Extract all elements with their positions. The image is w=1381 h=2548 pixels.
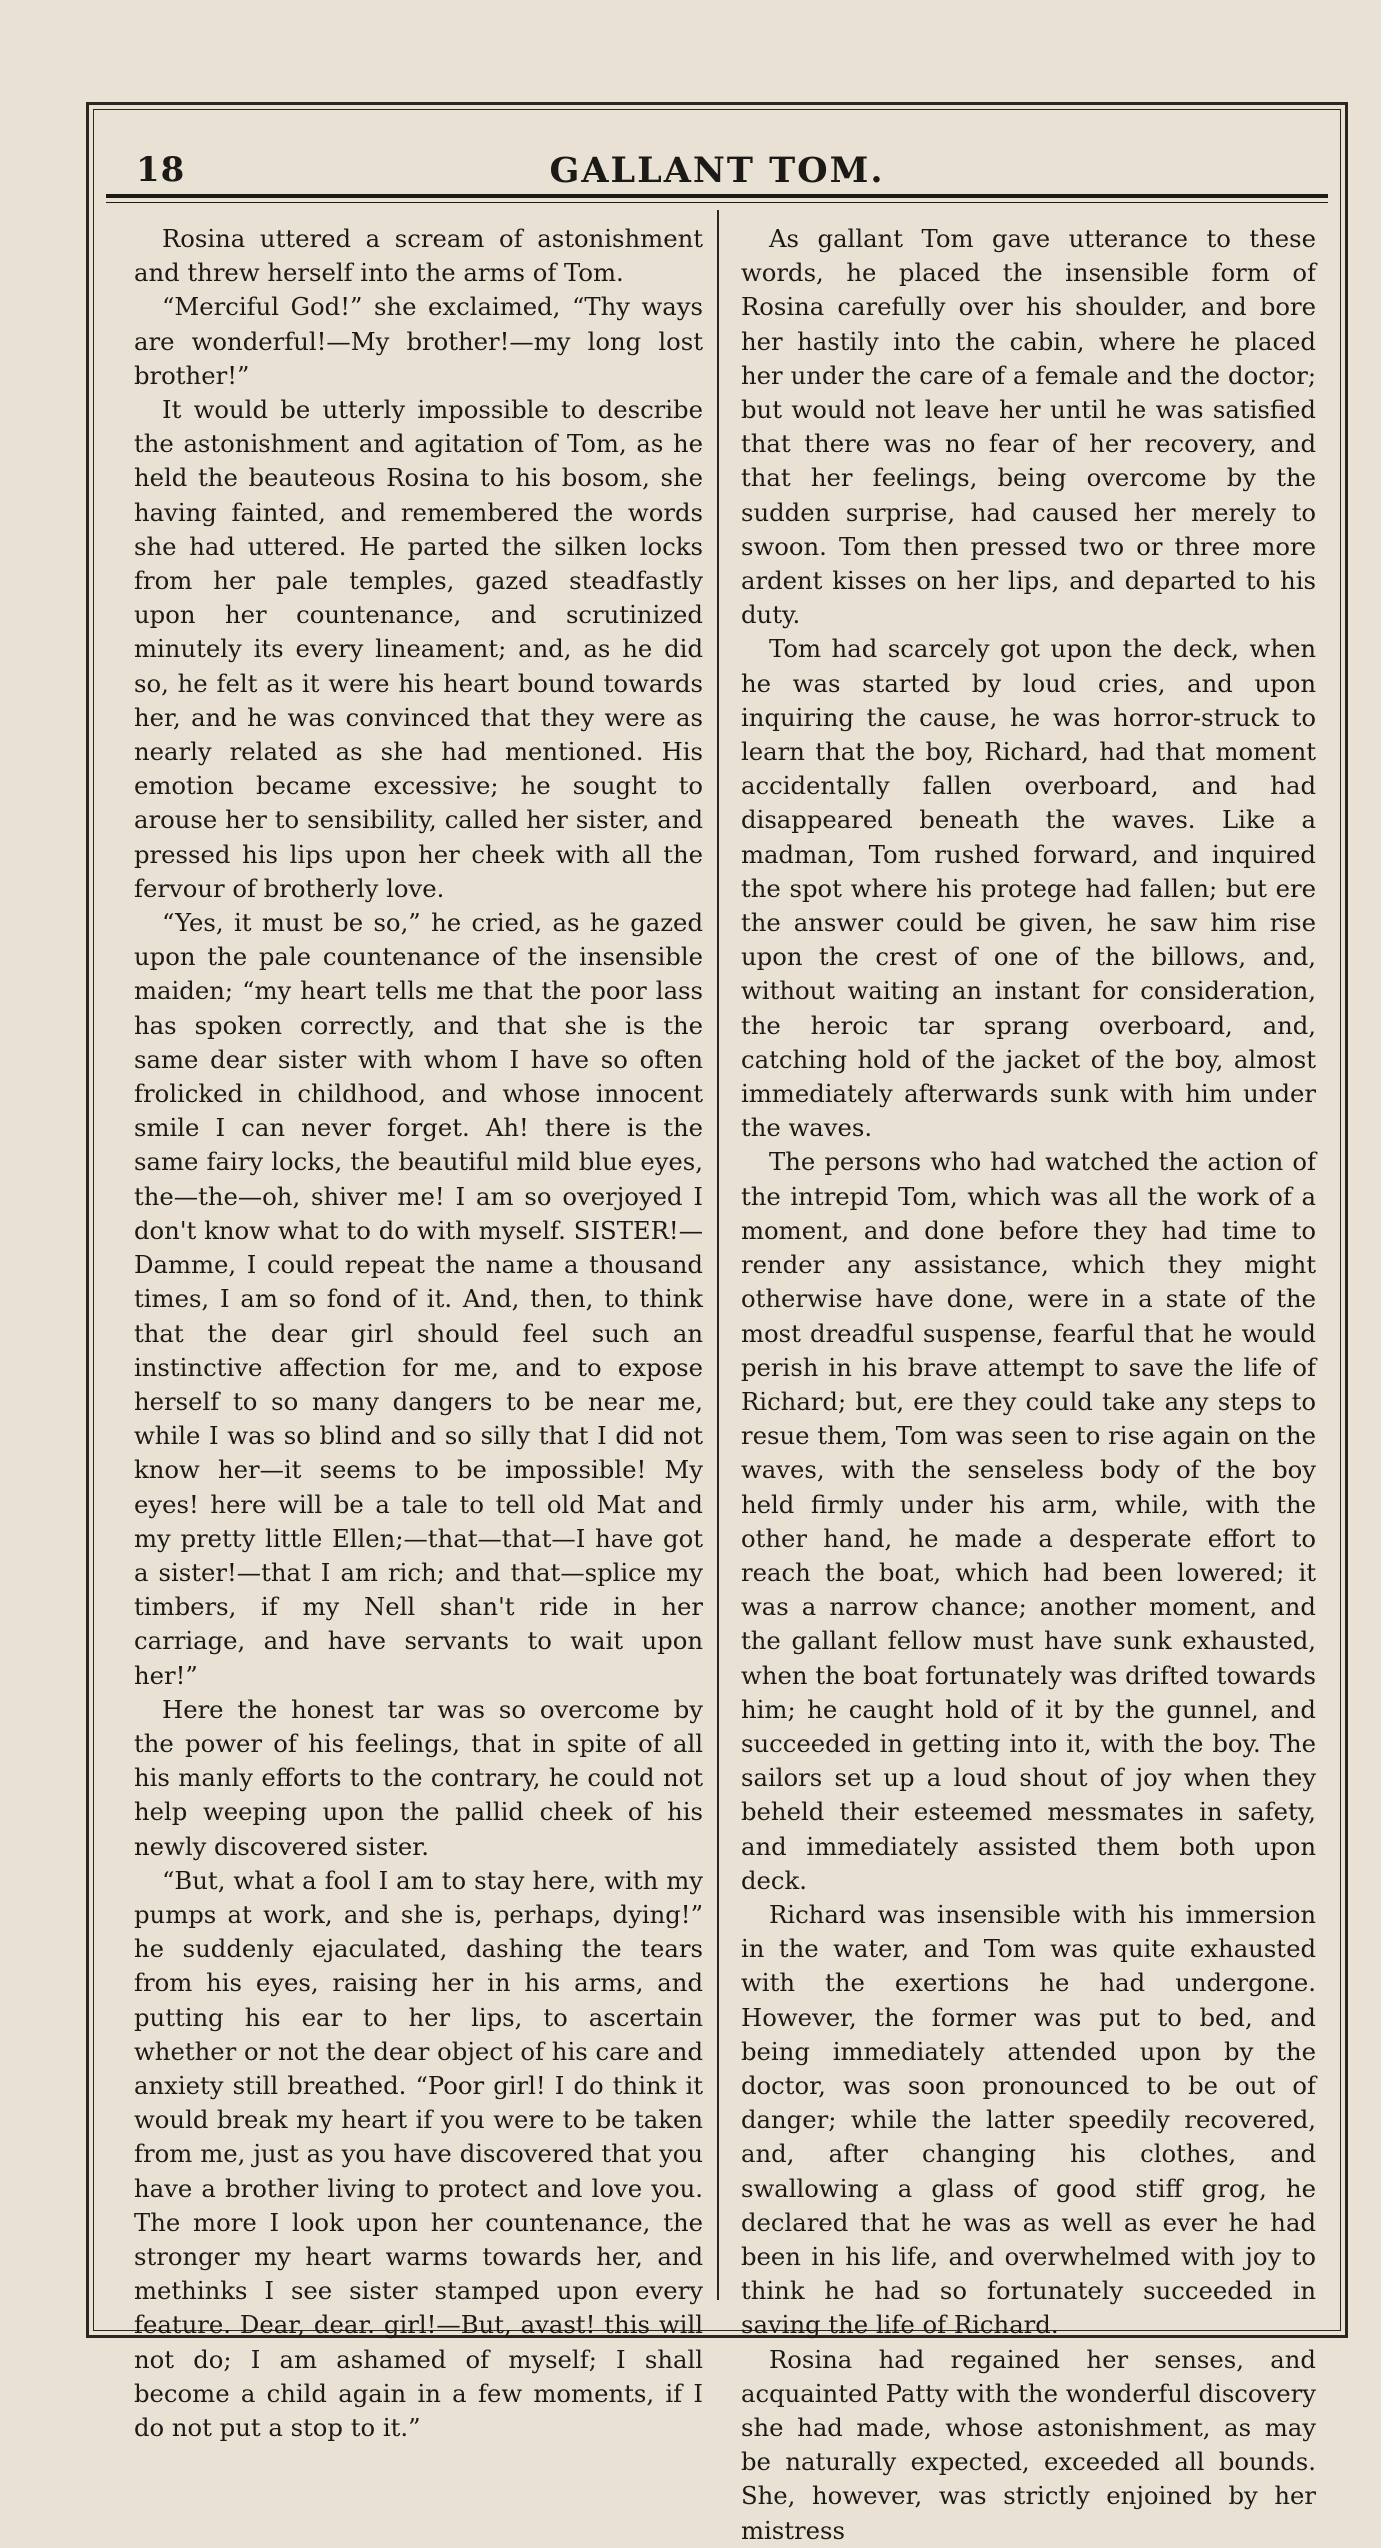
paragraph: Rosina uttered a scream of astonishment and threw herself into the arms of Tom. [134,224,703,288]
text-columns [114,210,1324,2545]
newspaper-page [92,110,1342,2545]
paragraph: Richard was insensible with his immersion in the water, and Tom was quite exhausted with the exertions he had undergone. However, the former was put to bed, and being immediately attended upon by the doctor, was soon pronounced to be out of danger; while the latter speedily recovered, and, after changing his clothes, and swallowing a glass of good stiff grog, he declared that he was as well as ever he had been in his life, and overwhelmed with joy to think he had so fortunately succeeded in saving the life of Richard. [741,1899,1316,2340]
paragraph: It would be utterly impossible to describe the astonishment and agitation of Tom, as he held the beauteous Rosina to his bosom, she having fainted, and remembered the words she had uttered. He parted the silken locks from her pale temples, gazed steadfastly upon her countenance, and scrutinized minutely its every lineament; and, as he did so, he felt as it were his heart bound towards her, and he was convinced that they were as nearly related as she had mentioned. His emotion became excessive; he sought to arouse her to sensibility, called her sister, and pressed his lips upon her cheek with all the fervour of brotherly love. [134,395,703,903]
header-rule-thick [106,194,1328,198]
left-column [114,210,719,2442]
paragraph: As gallant Tom gave utterance to these words, he placed the insensible form of Rosina carefully over his shoulder, and bore her hastily into the cabin, where he placed her under the care of a female and the doctor; but would not leave her until he was satisfied that there was no fear of her recovery, and that her feelings, being overcome by the sudden surprise, had caused her merely to swoon. Tom then pressed two or three more ardent kisses on her lips, and departed to his duty. [741,224,1316,630]
running-title: GALLANT TOM. [549,150,885,191]
paragraph: Tom had scarcely got upon the deck, when he was started by loud cries, and upon inquiring the cause, he was horror-struck to learn that the boy, Richard, had that moment accidentally fallen overboard, and had disappeared beneath the waves. Like a madman, Tom rushed forward, and inquired the spot where his protege had fallen; but ere the answer could be given, he saw him rise upon the crest of one of the billows, and, without waiting an instant for consideration, the heroic tar sprang overboard, and, catching hold of the jacket of the boy, almost immediately afterwards sunk with him under the waves. [741,634,1316,1143]
right-column [719,210,1324,2545]
paragraph: “Yes, it must be so,” he cried, as he gazed upon the pale countenance of the insensible maiden; “my heart tells me that the poor lass has spoken correctly, and that she is the same dear sister with whom I have so often frolicked in childhood, and whose innocent smile I can never forget. Ah! there is the same fairy locks, the beautiful mild blue eyes, the—the—oh, shiver me! I am so overjoyed I don't know what to do with myself. SISTER!—Damme, I could repeat the name a thousand times, I am so fond of it. And, then, to think that the dear girl should feel such an instinctive affection for me, and to expose herself to so many dangers to be near me, while I was so blind and so silly that I did not know her—it seems to be impossible! My eyes! here will be a tale to tell old Mat and my pretty little Ellen;—that—that—I have got a sister!—that I am rich; and that—splice my timbers, if my Nell shan't ride in her carriage, and have servants to wait upon her!” [134,908,703,1690]
page-header [92,120,1342,190]
paragraph: “But, what a fool I am to stay here, with my pumps at work, and she is, perhaps, dying!” he suddenly ejaculated, dashing the tears from his eyes, raising her in his arms, and putting his ear to her lips, to ascertain whether or not the dear object of his care and anxiety still breathed. “Poor girl! I do think it would break my heart if you were to be taken from me, just as you have discovered that you have a brother living to protect and love you. The more I look upon her countenance, the stronger my heart warms towards her, and methinks I see sister stamped upon every feature. Dear, dear. girl!—But, avast! this will not do; I am ashamed of myself; I shall become a child again in a few moments, if I do not put a stop to it.” [134,1865,703,2442]
paragraph: Rosina had regained her senses, and acquainted Patty with the wonderful discovery she had made, whose astonishment, as may be naturally expected, exceeded all bounds. She, however, was strictly enjoined by her mistress [741,2344,1316,2545]
header-rule-thin [106,202,1328,203]
paragraph: Here the honest tar was so overcome by the power of his feelings, that in spite of all his manly efforts to the contrary, he could not help weeping upon the pallid cheek of his newly discovered sister. [134,1694,703,1861]
paragraph: The persons who had watched the action of the intrepid Tom, which was all the work of a moment, and done before they had time to render any assistance, which they might otherwise have done, were in a state of the most dreadful suspense, fearful that he would perish in his brave attempt to save the life of Richard; but, ere they could take any steps to resue them, Tom was seen to rise again on the waves, with the senseless body of the boy held firmly under his arm, while, with the other hand, he made a desperate effort to reach the boat, which had been lowered; it was a narrow chance; another moment, and the gallant fellow must have sunk exhausted, when the boat fortunately was drifted towards him; he caught hold of it by the gunnel, and succeeded in getting into it, with the boy. The sailors set up a loud shout of joy when they beheld their esteemed messmates in safety, and immediately assisted them both upon deck. [741,1147,1316,1895]
paragraph: “Merciful God!” she exclaimed, “Thy ways are wonderful!—My brother!—my long lost brother!” [134,292,703,390]
page-number: 18 [136,150,186,190]
